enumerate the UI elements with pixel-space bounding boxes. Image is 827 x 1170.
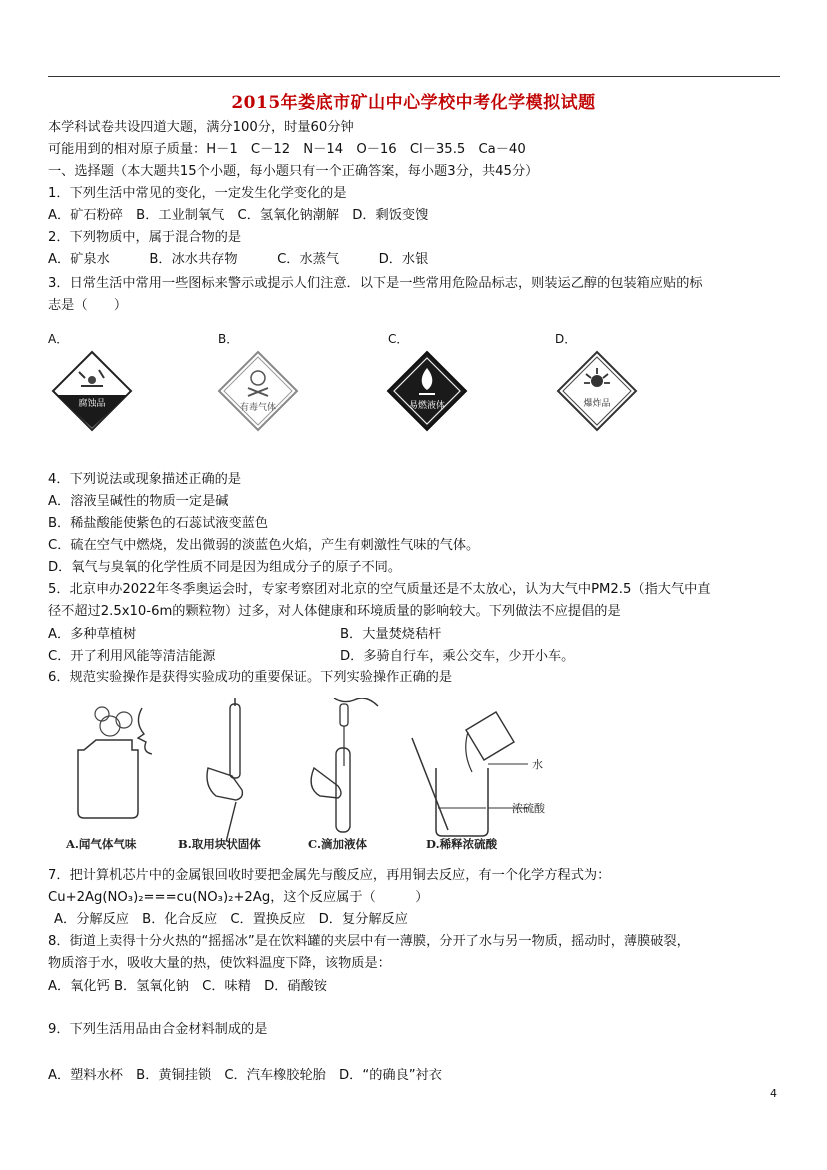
- toxic-gas-sign-icon: [217, 350, 299, 432]
- q9-options: A．塑料水杯 B．黄铜挂锁 C．汽车橡胶轮胎 D．“的确良”衬衣: [48, 1068, 442, 1083]
- q7-stem-2: Cu+2Ag(NO₃)₂===cu(NO₃)₂+2Ag，这个反应属于（ ）: [48, 890, 429, 905]
- caption-b: B.取用块状固体: [178, 837, 261, 851]
- q3-stem-1: 3．日常生活中常用一些图标来警示或提示人们注意．以下是一些常用危险品标志，则装运乙醇的包装箱应贴的标: [48, 276, 703, 291]
- q1-options: A．矿石粉碎 B．工业制氧气 C．氢氧化钠潮解 D．剩饭变馊: [48, 208, 429, 223]
- q3-stem-2: 志是（ ）: [48, 298, 128, 313]
- flammable-liquid-sign-icon: [386, 350, 468, 432]
- q3-label-b: B．: [218, 332, 239, 346]
- q4-option-b: B．稀盐酸能使紫色的石蕊试液变蓝色: [48, 516, 269, 531]
- q5-option-a: A．多种草植树: [48, 627, 137, 642]
- q6-stem: 6．规范实验操作是获得实验成功的重要保证。下列实验操作正确的是: [48, 670, 453, 685]
- section-heading: 一、选择题（本大题共15个小题，每小题只有一个正确答案，每小题3分，共45分）: [48, 164, 539, 179]
- q8-stem-2: 物质溶于水，吸收大量的热，使饮料温度下降，该物质是：: [48, 956, 391, 971]
- sign-b-text: 有毒气体: [239, 403, 277, 413]
- explosive-sign-icon: [556, 350, 638, 432]
- q5-option-d: D．多骑自行车，乘公交车，少开小车。: [340, 649, 575, 664]
- q8-options: A．氧化钙 B．氢氧化钠 C．味精 D．硝酸铵: [48, 979, 327, 994]
- sign-c-text: 易燃液体: [408, 401, 446, 411]
- corrosive-sign-icon: [51, 350, 133, 432]
- dilute-acid-illustration: [412, 712, 546, 836]
- q4-option-c: C．硫在空气中燃烧，发出微弱的淡蓝色火焰，产生有刺激性气味的气体。: [48, 538, 480, 553]
- sign-a-text: 腐蚀品: [78, 399, 106, 409]
- acid-label: 浓硫酸: [512, 802, 545, 815]
- q7-options: A．分解反应 B．化合反应 C．置换反应 D．复分解反应: [54, 912, 408, 927]
- q5-option-c: C．开了利用风能等清洁能源: [48, 649, 216, 664]
- q3-label-c: C．: [388, 332, 409, 346]
- smell-gas-illustration: [78, 707, 152, 818]
- q4-option-d: D．氧气与臭氧的化学性质不同是因为组成分子的原子不同。: [48, 560, 402, 575]
- caption-c: C.滴加液体: [308, 837, 367, 851]
- q4-stem: 4．下列说法或现象描述正确的是: [48, 472, 242, 487]
- q2-options: A．矿泉水 B．冰水共存物 C．水蒸气 D．水银: [48, 252, 429, 267]
- q3-label-a: A．: [48, 332, 69, 346]
- header-rule: [48, 76, 780, 77]
- q4-option-a: A．溶液呈碱性的物质一定是碱: [48, 494, 229, 509]
- q3-label-d: D．: [555, 332, 577, 346]
- experiment-figure: [58, 698, 558, 854]
- intro-line-1: 本学科试卷共设四道大题，满分100分，时量60分钟: [48, 120, 354, 135]
- q9-stem: 9．下列生活用品由合金材料制成的是: [48, 1022, 268, 1037]
- take-solid-illustration: [207, 698, 242, 842]
- q7-stem-1: 7．把计算机芯片中的金属银回收时要把金属先与酸反应，再用铜去反应，有一个化学方程式为：: [48, 868, 611, 883]
- q5-stem-1: 5．北京申办2022年冬季奥运会时，专家考察团对北京的空气质量还是不太放心，认为大气中PM2.5（指大气中直: [48, 582, 711, 597]
- q8-stem-1: 8．街道上卖得十分火热的“摇摇冰”是在饮料罐的夹层中有一薄膜，分开了水与另一物质，摇动时，薄膜破裂，: [48, 934, 690, 949]
- q2-stem: 2．下列物质中，属于混合物的是: [48, 230, 242, 245]
- intro-line-2: 可能用到的相对原子质量：H－1 C－12 N－14 O－16 Cl－35.5 Ca－40: [48, 142, 526, 157]
- water-label: 水: [532, 758, 543, 771]
- sign-d-text: 爆炸品: [583, 399, 611, 409]
- q5-option-b: B．大量焚烧秸杆: [340, 627, 442, 642]
- q5-stem-2: 径不超过2.5x10-6m的颗粒物）过多，对人体健康和环境质量的影响较大。下列做法不应提倡的是: [48, 604, 621, 619]
- q1-stem: 1．下列生活中常见的变化，一定发生化学变化的是: [48, 186, 347, 201]
- page-number: 4: [770, 1087, 777, 1100]
- page-title: 2015年娄底市矿山中心学校中考化学模拟试题: [231, 93, 596, 113]
- caption-d: D.稀释浓硫酸: [426, 837, 498, 851]
- caption-a: A.闻气体气味: [66, 837, 137, 851]
- drop-liquid-illustration: [311, 698, 378, 832]
